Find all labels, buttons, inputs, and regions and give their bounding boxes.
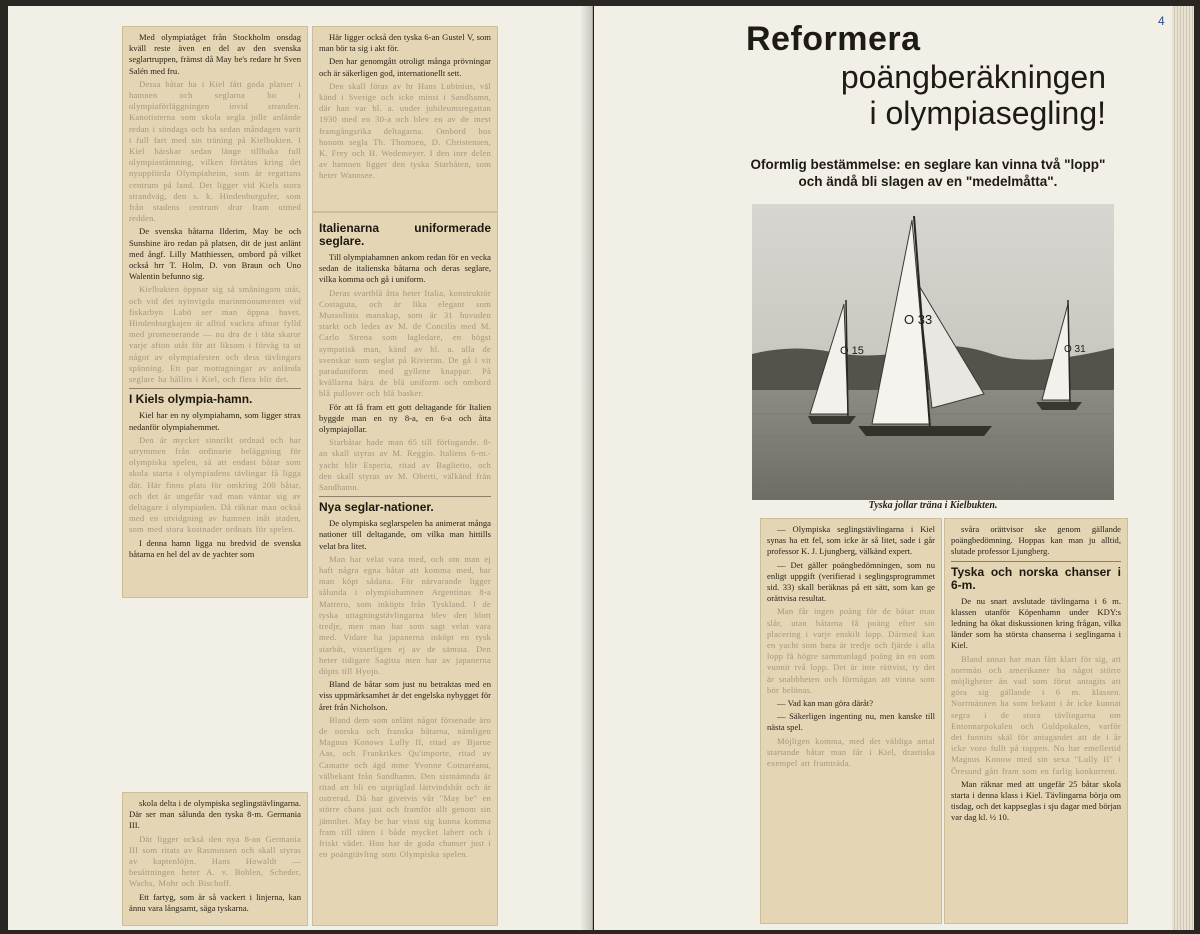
intro-paragraph-2: De svenska båtarna Ilderim, May be och Sunshine äro redan på platsen, dit de just anlänt med ångf. Lilly Matthiessen, ombord på vilket också hrr T. Holm, D. von Braun och Uno Walentin befunno sig. — [129, 226, 301, 282]
sail-number-31: O 31 — [1064, 344, 1086, 355]
page-edges — [1172, 6, 1194, 930]
clipping-boats-in-harbor — [312, 26, 498, 212]
clipping-article-col-b — [944, 518, 1128, 924]
article-filler: Kielbukten öppnar sig så småningom utåt, och vid det nyinvigda marinmonumentet vid fiskarbyn Labö ser man öppna havet. Hindenburgkajen är alltid vackra aftnar fylld med promenerande — nu dra de i täta skaror varje afton utåt för att liksom i förväg ta ut något av olympiafesten och dess tävlingars spänning. Ett par mottagningar av anlända seglare ha hållits i Kiel, och flera blir det. — [129, 284, 301, 385]
bottom-paragraph-1: skola delta i de olympiska seglingstävlingarna. Där ser man sålunda den tyska 8-m. Germania III. — [129, 798, 301, 831]
col-a-paragraph-3: — Vad kan man göra däråt? — [777, 698, 874, 709]
col-a-paragraph-1: — Olympiska seglingstävlingarna i Kiel synas ha ett fel, som icke är så litet, sade i går professor K. J. Ljungberg, välkänd expert. — [767, 524, 935, 557]
article-filler: Bland annat har man fått klart för sig, att norrmän och amerikaner ha något större möjligheter än vad som förut antagits att göra sig gällande i 6 m. klassen. Norrmännen ha som bekant i år icke kunnat segra i de stora tävlingarna om Entonnarpokalen och Guldpokalen, varför det funnits skäl för antagandet att de i år icke voro fullt på toppen. Nu har emellertid Magnus Konow med sin sexa "Lully II" i Öresund gått fram som en farlig konkurrent. — [951, 653, 1121, 776]
handwritten-page-number: 4 — [1158, 14, 1165, 28]
headline-line-3: i olympiasegling! — [869, 95, 1106, 131]
col-b-top: svåra orättvisor ske genom gällande poängbedömning. Hoppas kan man ju alltid, slutade professor Ljungberg. — [951, 524, 1121, 557]
article-filler: Den skall föras av hr Hans Lubinius, väl känd i Sverige och icke minst i Sandhamn, där han var bl. a. under jubileumsregattan 1930 med en 30-a och blev en av de mest framgångsrika deltagarna. Ombord hos honom segla Th. Thomsen, D. Christensen, K. Frey och H. Wedemeyer. I den inre delen av hamnen ligger den tyska Starbåten, som heter Wannsee. — [319, 80, 491, 181]
article-filler: Där ligger också den nya 8-an Germania III som ritats av Rasmussen och skall styras av kaptenlöjtn. Hans Howaldt — besättningen heter A. v. Bohlen, Scheder, Wachs, Mohr och Bischoff. — [129, 833, 301, 889]
clipping-olympic-train — [122, 26, 308, 598]
article-filler: Starbåtar hade man 65 till förfogande. 8-an skall styras av M. Reggio. Italiens 6-m.-yacht blir Esperia, ritad av Baglietto, och den skall styras av M. Oberti, välkänd från Sandhamn. — [319, 437, 491, 493]
new-nations-heading: Nya seglar-nationer. — [319, 500, 434, 515]
lead-subheading: Oformlig bestämmelse: en seglare kan vinna två "lopp" och ändå bli slagen av en "medelmåtta". — [750, 157, 1106, 189]
kiel-paragraph-2: I denna hamn ligga nu bredvid de svenska båtarna en hel del av de yachter som — [129, 537, 301, 559]
divider — [951, 561, 1121, 562]
intro-paragraph-1: Med olympiatåget från Stockholm onsdag kväll reste även en del av den svenska seglartruppen, främst då May be's redare hr Sven Salén med fru. — [129, 32, 301, 76]
col-b-paragraph-2: Man räknar med att ungefär 25 båtar skola starta i denna klass i Kiel. Tävlingarna börja om tisdag, och det kappseglas i sju dagar med början var dag kl. ½ 10. — [951, 778, 1121, 823]
col-a-paragraph-4: — Säkerligen ingenting nu, men kanske till nästa spel. — [767, 711, 935, 733]
scrapbook-spread — [8, 6, 1194, 930]
divider — [319, 496, 491, 497]
italians-paragraph-1: Till olympiahamnen ankom redan för en vecka sedan de italienska båtarna och deras seglare, vilka komma och gå i uniform. — [319, 252, 491, 285]
article-filler: Man har velat vara med, och om man ej haft några egna båtar att komma med, har man köpt sådana. För närvarande ligger sålunda i olympiahamnen Argentinas 8-a Matrero, som inköpts från Tyskland. I de tyska uttagningstävlingarna blev den blott tredje, men man har som sagt velat vara med. Vidare ha japanerna inköpt en tysk starbåt, visserligen ej av de sämsta. Den heter tidigare Sagitta men har av japanerna döpts till Hyojo. — [319, 553, 491, 676]
article-filler: Dessa båtar ha i Kiel fått goda platser i hamnen och seglarna bo i olympiaförläggningen invid stranden. Kanotisterna som skola segla jolle anlände redan i söndags och ha sedan måndagen varit i full fart med sin träning på Kielbukten. I Kiel härskar sedan länge tillbaka full olympiastämning, vilken förtätas kring det nyuppförda Olympiaheim, som är regattans centrum på land. Det ligger vid Kiels stora strandväg, den s. k. Hindenburgufer, som från stadens centrum drar fram utmed redden. — [129, 78, 301, 224]
sail-number-15: O 15 — [840, 345, 864, 357]
clipping-article-col-a — [760, 518, 942, 924]
col-b-paragraph-1: De nu snart avslutade tävlingarna i 6 m. klassen utanför Köpenhamn under KDY:s ledning ha ökat diskussionen kring frågan, vilka länder som ha största chanserna i seglingarna i Kiel. — [951, 595, 1121, 651]
clipping-olympic-train-continued — [122, 792, 308, 926]
bottom-paragraph-2: Ett fartyg, som är så vackert i linjerna, kan ännu vara långsamt, säga tyskarna. — [129, 891, 301, 913]
nations-paragraph-1: De olympiska seglarspelen ha animerat många nationer till deltagande, om vilka man hittills velat bra litet. — [319, 518, 491, 551]
clipping-italians-and-nations — [312, 212, 498, 926]
sailing-photo-image — [752, 204, 1114, 500]
headline — [746, 20, 1106, 131]
top-paragraph-2: Den har genomgått otroligt många prövningar och är säkerligen god, internationellt sett. — [319, 56, 491, 78]
italians-paragraph-2: För att få fram ett gott deltagande för Italien byggde man en ny 8-a, en 6-a och åtta olympiajollar. — [319, 401, 491, 435]
kiel-paragraph-1: Kiel har en ny olympiahamn, som ligger strax nedanför olympiahemmet. — [129, 410, 301, 432]
article-filler: Deras svartblå åtta heter Italia, konstruktör Costaguta, och är lika elegant som Mussolinis manakap, som är 31 huvuden starkt och ledes av M. de Concilis med M. Carlo Strena som lagledare, en högst sympatisk man, känd av bl. a. alla de svenskar som seglat på Rivieran. De gå i vit paraduniform med gyllene knappar. På kvällarna bära de blå uniform och ombord blå pullover och blå basker. — [319, 287, 491, 399]
divider — [129, 388, 301, 389]
headline-word-reformera: Reformera — [746, 20, 921, 58]
article-filler: Den är mycket sinnrikt ordnad och har utrymmen från ordinarie beläggning för olympiska spelen, så att endast båtar som skola starta i olympiadens tävlingar få ligga där. Här finns plats för omkring 200 båtar, och det är ungefär vad man väntar sig av deltagare i olympiaden. Då räknar man också med en utvidgning av hamnen inåt staden, som med stora kostnader ordnats för spelen. — [129, 434, 301, 535]
left-page — [8, 6, 593, 930]
headline-line-2: poängberäkningen — [840, 59, 1106, 95]
top-paragraph-1: Här ligger också den tyska 6-an Gustel V, som man bör ta sig i akt för. — [319, 32, 491, 54]
article-filler: Man får ingen poäng för de båtar man slår, utan båtarna få poäng efter sin placering i varje enskilt lopp. Därmed kan en yacht som bara är tredje och fjärde i alla lopp få högre sammanlagd poäng än en som vunnit två lopp. Det är inte rättvist, ty det är snabbheten och förmågan att vinna som bör belönas. — [767, 606, 935, 695]
german-norwegian-heading: Tyska och norska chanser i 6-m. — [951, 564, 1121, 592]
sailing-photo — [752, 204, 1114, 500]
article-filler: Bland dem som anlänt något försenade äro de norska och franska båtarna, nämligen Magnus Konows Lully II, ritad av Bjarne Aas, och Frankrikes Qu'importe, ritad av Camatte och ägd mme Yvonne Cotnaréanu, välbekant från Sandhamn. Den sistnämnda är ritad att bli en utpräglad lättvindsbåt och är ostrerad. Då har givetvis vår "May be" en större chans just och framför allt genom sin jämnhet. May be har visst sig kunna komma fram till täten i både mycket labert och i friskt väder. Hon har de goda chanser just i en poängtävling som Olympiska spelen. — [319, 714, 491, 860]
sail-number-33: O 33 — [904, 312, 933, 327]
article-filler: Möjligen komma, med det väldiga antal startande båtar man får i Kiel, drastiska exempel att framträda. — [767, 735, 935, 769]
col-a-paragraph-2: — Det gäller poängbedömningen, som nu enligt uppgift (verifierad i seglingsprogrammet sid. 33) skall beräknas på ett sätt, som kan ge orättvisa resultat. — [767, 559, 935, 604]
italians-heading: Italienarna uniformerade seglare. — [319, 221, 491, 248]
kiel-harbor-heading: I Kiels olympia-hamn. — [129, 392, 253, 407]
photo-caption: Tyska jollar träna i Kielbukten. — [868, 500, 998, 511]
nations-paragraph-2: Bland de båtar som just nu betraktas med en viss uppmärksamhet är det engelska nybygget för året från Nicholson. — [319, 679, 491, 712]
